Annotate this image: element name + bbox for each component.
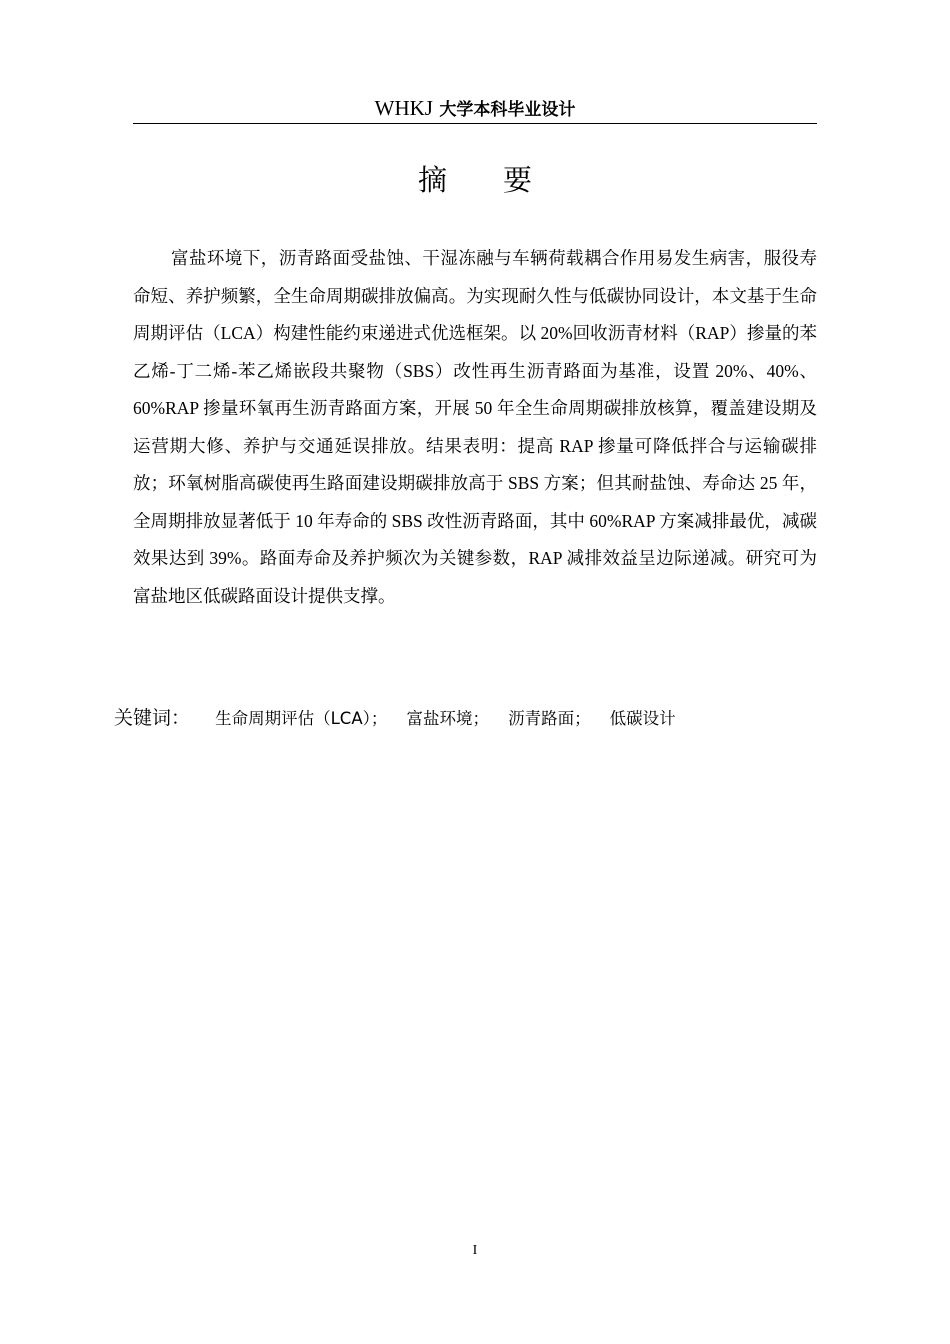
keyword-item: 富盐环境 — [406, 709, 473, 728]
header-divider — [133, 123, 817, 124]
page-number: I — [472, 1243, 478, 1258]
keyword-separator: ； — [370, 709, 388, 728]
keywords-label: 关键词： — [114, 707, 191, 729]
page-header — [133, 94, 817, 122]
keyword-item: 沥青路面 — [508, 709, 575, 728]
header-title: 大学本科毕业设计 — [439, 100, 576, 120]
abstract-body: 富盐环境下，沥青路面受盐蚀、干湿冻融与车辆荷载耦合作用易发生病害，服役寿命短、养护频繁，全生命周期碳排放偏高。为实现耐久性与低碳协同设计，本文基于生命周期评估（LCA）构建性能约束递进式优选框架。以 20%回收沥青材料（RAP）掺量的苯乙烯-丁二烯-苯乙烯嵌段共聚物（SBS）改性再生沥青路面为基准，设置 20%、40%、60%RAP 掺量环氧再生沥青路面方案，开展 50 年全生命周期碳排放核算，覆盖建设期及运营期大修、养护与交通延误排放。结果表明：提高 RAP 掺量可降低拌合与运输碳排放；环氧树脂高碳使再生路面建设期碳排放高于 SBS 方案；但其耐盐蚀、寿命达 25 年，全周期排放显著低于 10 年寿命的 SBS 改性沥青路面，其中 60%RAP 方案减排最优，减碳效果达到 39%。路面寿命及养护频次为关键参数，RAP 减排效益呈边际递减。研究可为富盐地区低碳路面设计提供支撑。 — [133, 248, 817, 606]
keyword-item: 生命周期评估（LCA） — [215, 709, 371, 728]
keywords-line — [114, 704, 676, 732]
abstract-title: 摘要 — [417, 163, 588, 197]
header-school-code: WHKJ — [374, 96, 433, 120]
keyword-separator: ； — [472, 709, 489, 728]
keyword-item: 低碳设计 — [609, 709, 676, 728]
keyword-separator: ； — [574, 709, 591, 728]
